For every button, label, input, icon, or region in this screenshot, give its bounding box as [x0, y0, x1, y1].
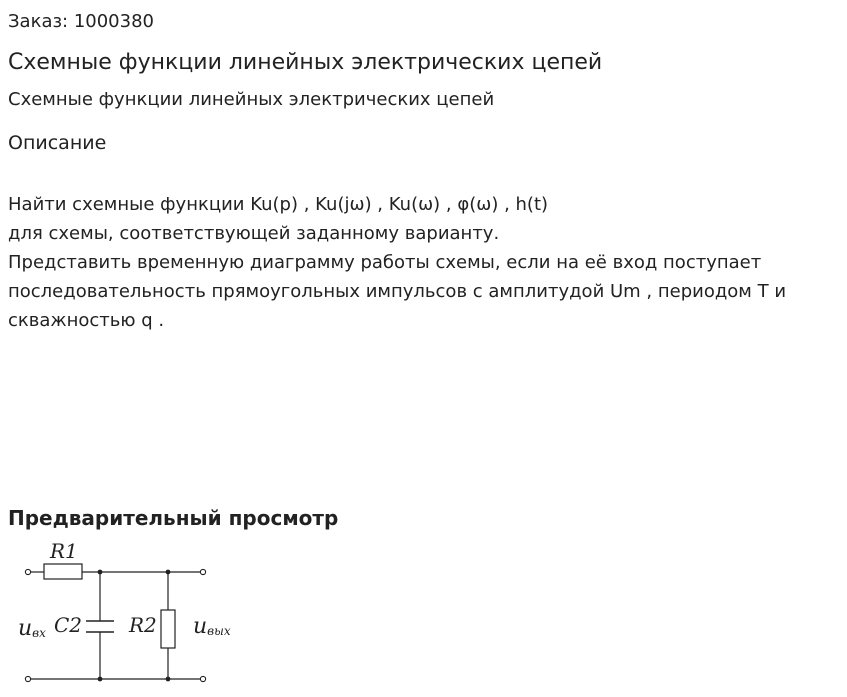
label-c2: C2: [54, 613, 83, 637]
page-subtitle: Схемные функции линейных электрических цепей: [8, 89, 495, 110]
description-body: [8, 190, 843, 335]
description-line: Представить временную диаграмму работы схемы, если на её вход поступает: [8, 252, 762, 273]
junction-dot: [166, 570, 171, 575]
label-u-in: [18, 616, 46, 641]
junction-dot: [166, 677, 171, 682]
label-u-in-sub: вх: [32, 626, 46, 640]
page-title: Схемные функции линейных электрических цепей: [8, 50, 603, 75]
preview-heading: Предварительный просмотр: [8, 506, 339, 530]
label-u-out-main: u: [193, 614, 208, 639]
circuit-schematic: [14, 538, 234, 688]
label-u-out-sub: вых: [207, 624, 231, 638]
junction-dot: [98, 677, 103, 682]
description-heading: Описание: [8, 132, 107, 154]
terminal-in-bottom: [25, 676, 30, 681]
description-line: скважностью q .: [8, 310, 165, 331]
resistor-r1: [44, 564, 82, 579]
resistor-r2: [161, 610, 175, 648]
label-u-out: [193, 614, 231, 639]
terminal-out-top: [200, 569, 205, 574]
label-r1: R1: [50, 539, 78, 563]
description-line: для схемы, соответствующей заданному варианту.: [8, 223, 500, 244]
description-line: Найти схемные функции Ku(p) , Ku(jω) , Ku(ω) , φ(ω) , h(t): [8, 194, 549, 215]
order-number: Заказ: 1000380: [8, 11, 154, 32]
terminal-out-bottom: [200, 676, 205, 681]
label-r2: R2: [129, 613, 157, 637]
terminal-in-top: [25, 569, 30, 574]
junction-dot: [98, 570, 103, 575]
label-u-in-main: u: [18, 616, 33, 641]
description-line: последовательность прямоугольных импульсов с амплитудой Um , периодом T и: [8, 281, 787, 302]
